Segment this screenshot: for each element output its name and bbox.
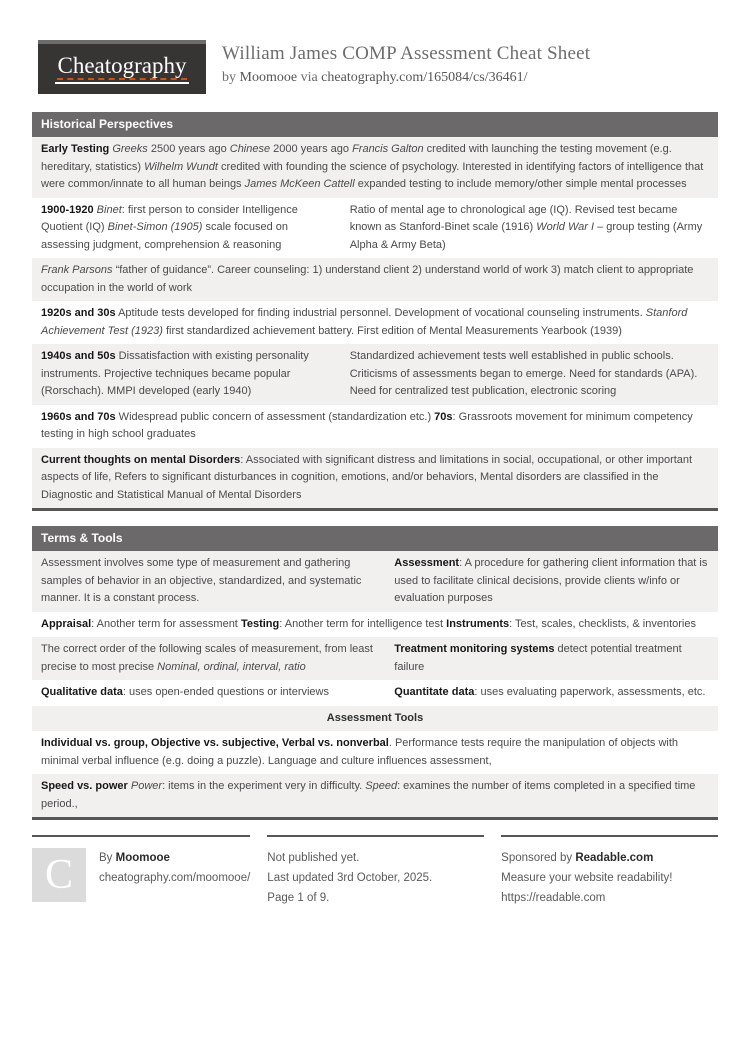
- sections: [32, 112, 718, 820]
- sheet-row: [32, 706, 718, 732]
- sheet-row: [32, 637, 718, 680]
- page-footer: [32, 835, 718, 908]
- footer-author-name: Moomooe: [115, 852, 170, 864]
- last-updated: Last updated 3rd October, 2025.: [267, 872, 433, 884]
- sheet-row: [32, 731, 718, 774]
- byline: [222, 70, 590, 86]
- sheet-url-link[interactable]: cheatography.com/165084/cs/36461/: [321, 70, 528, 85]
- sheet-row: [32, 344, 718, 405]
- sheet-cell: Treatment monitoring systems detect potential treatment failure: [394, 643, 682, 673]
- footer-sponsor-column: [501, 835, 718, 908]
- sheet-row: [32, 258, 718, 301]
- footer-author-column: [32, 835, 250, 908]
- sheet-cell: 1920s and 30s Aptitude tests developed for finding industrial personnel. Development of vocational counseling instruments. Stanford Achievement Test (1923) first standardized achievement battery. First edition of Mental Measurements Yearbook (1939): [41, 307, 688, 337]
- sheet-cell: Current thoughts on mental Disorders: Associated with significant distress and limitations in social, occupational, or other important aspects of life, Refers to significant disturbances in cognition, emotions, and/or behaviors, Mental disorders are classified in the Diagnostic and Statistical Manual of Mental Disorders: [41, 453, 693, 501]
- footer-by-prefix: By: [99, 852, 116, 864]
- section-title: Historical Perspectives: [32, 112, 718, 137]
- title-block: [222, 40, 590, 86]
- sheet-cell: Appraisal: Another term for assessment Testing: Another term for intelligence test Instruments: Test, scales, checklists, & inventories: [41, 617, 696, 630]
- sheet-row: [32, 198, 718, 259]
- sheet-row: [32, 405, 718, 448]
- footer-status-column: [267, 835, 484, 908]
- sheet-cell: Qualitative data: uses open-ended questions or interviews: [41, 686, 329, 698]
- sheet-cell: Early Testing Greeks 2500 years ago Chinese 2000 years ago Francis Galton credited with launching the testing movement (e.g. hereditary, statistics) Wilhelm Wundt credited with founding the science of psychology. Interested in identifying factors of intelligence that were common/innate to all human beings James McKeen Cattell expanded testing to include memory/other simple mental processes: [41, 143, 704, 190]
- sheet-row: [32, 137, 718, 198]
- sheet-cell: Frank Parsons “father of guidance”. Career counseling: 1) understand client 2) understand world of work 3) match client to appropriate occupation in the world of work: [41, 264, 694, 294]
- sheet-cell: 1960s and 70s Widespread public concern of assessment (standardization etc.) 70s: Grassroots movement for minimum competency testing in high school graduates: [41, 410, 693, 440]
- sheet-cell: Quantitate data: uses evaluating paperwork, assessments, etc.: [394, 686, 706, 698]
- sheet-row: [32, 448, 718, 509]
- sheet-cell: 1940s and 50s Dissatisfaction with existing personality instruments. Projective techniques became popular (Rorschach). MMPI developed (early 1940): [41, 350, 309, 397]
- sheet-cell: The correct order of the following scales of measurement, from least precise to most precise Nominal, ordinal, interval, ratio: [41, 643, 373, 673]
- footer-author-url[interactable]: cheatography.com/moomooe/: [99, 872, 251, 884]
- sheet-cell: Speed vs. power Power: items in the experiment very in difficulty. Speed: examines the number of items completed in a specified time period.,: [41, 780, 696, 810]
- cheatography-logo-text: Cheatography: [55, 54, 188, 84]
- byline-by: by: [222, 70, 240, 85]
- sheet-row: [32, 774, 718, 817]
- section-terms-tools: [32, 526, 718, 820]
- sheet-cell: Standardized achievement tests well established in public schools. Criticisms of assessments began to emerge. Need for standards (APA). Need for centralized test publication, electronic scoring: [349, 350, 698, 397]
- sheet-row: [32, 612, 718, 638]
- sheet-row: [32, 551, 718, 612]
- page-title: William James COMP Assessment Cheat Sheet: [222, 43, 591, 64]
- sponsor-prefix: Sponsored by: [501, 852, 576, 864]
- page-header: [38, 40, 718, 94]
- sub-header-cell: Assessment Tools: [326, 711, 424, 724]
- author-link[interactable]: Moomooe: [239, 70, 298, 85]
- sheet-cell: Ratio of mental age to chronological age (IQ). Revised test became known as Stanford-Binet scale (1916) World War I – group testing (Army Alpha & Army Beta): [349, 203, 703, 251]
- sponsor-tagline: Measure your website readability!: [501, 872, 673, 884]
- sponsor-line: [501, 848, 718, 868]
- footer-author-line: [99, 848, 250, 868]
- byline-via: via: [297, 70, 322, 85]
- publish-status: Not published yet.: [267, 852, 360, 864]
- avatar[interactable]: C: [32, 848, 86, 902]
- section-historical-perspectives: [32, 112, 718, 511]
- sponsor-url[interactable]: https://readable.com: [501, 892, 606, 904]
- sheet-cell: Assessment: A procedure for gathering client information that is used to facilitate clinical decisions, provide clients w/info or evaluation purposes: [394, 557, 708, 604]
- sheet-row: [32, 301, 718, 344]
- page-number: Page 1 of 9.: [267, 892, 330, 904]
- section-title: Terms & Tools: [32, 526, 718, 551]
- cheatography-logo[interactable]: [38, 40, 206, 94]
- sheet-row: [32, 680, 718, 706]
- sheet-cell: Assessment involves some type of measurement and gathering samples of behavior in an objective, standardized, and systematic manner. It is a constant process.: [41, 557, 362, 604]
- sheet-cell: 1900-1920 Binet: first person to consider Intelligence Quotient (IQ) Binet-Simon (1905) scale focused on assessing judgment, comprehension & reasoning: [41, 203, 298, 251]
- sheet-cell: Individual vs. group, Objective vs. subjective, Verbal vs. nonverbal. Performance tests require the manipulation of objects with minimal verbal influence (e.g. doing a puzzle). Language and culture influences assessment,: [41, 737, 679, 767]
- sponsor-name: Readable.com: [575, 852, 654, 864]
